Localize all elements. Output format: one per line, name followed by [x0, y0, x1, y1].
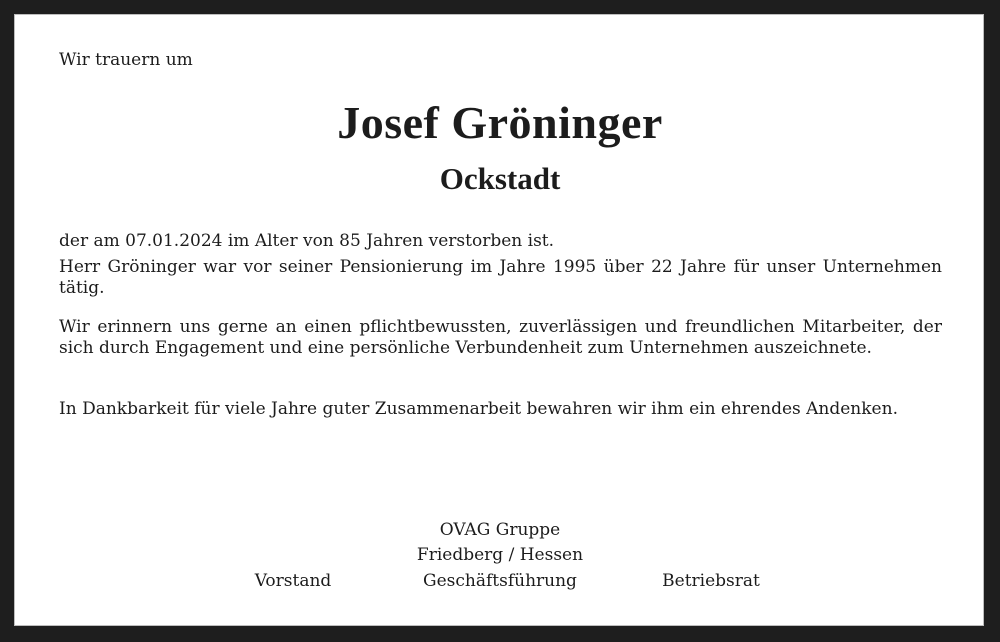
gratitude-paragraph: In Dankbarkeit für viele Jahre guter Zusammenarbeit bewahren wir ihm ein ehrendes Andenken. — [59, 399, 898, 419]
deceased-name: Josef Gröninger — [337, 97, 663, 148]
death-details: der am 07.01.2024 im Alter von 85 Jahren verstorben ist. — [59, 231, 555, 251]
career-paragraph: Herr Gröninger war vor seiner Pensionierung im Jahre 1995 über 22 Jahre für unser Unternehmen tätig. — [59, 257, 942, 298]
intro-text: Wir trauern um — [59, 50, 193, 70]
signature-company: OVAG Gruppe — [439, 520, 561, 540]
remembrance-paragraph: Wir erinnern uns gerne an einen pflichtbewussten, zuverlässigen und freundlichen Mitarbeiter, der sich durch Engagement und eine persönliche Verbundenheit zum Unternehmen auszeichnete. — [59, 317, 942, 358]
signatory-works-council: Betriebsrat — [662, 571, 760, 591]
signatory-management: Geschäftsführung — [423, 571, 577, 591]
obituary-notice — [14, 14, 984, 626]
signature-location: Friedberg / Hessen — [416, 545, 584, 565]
signatory-board: Vorstand — [254, 571, 332, 591]
deceased-hometown: Ockstadt — [439, 161, 561, 196]
